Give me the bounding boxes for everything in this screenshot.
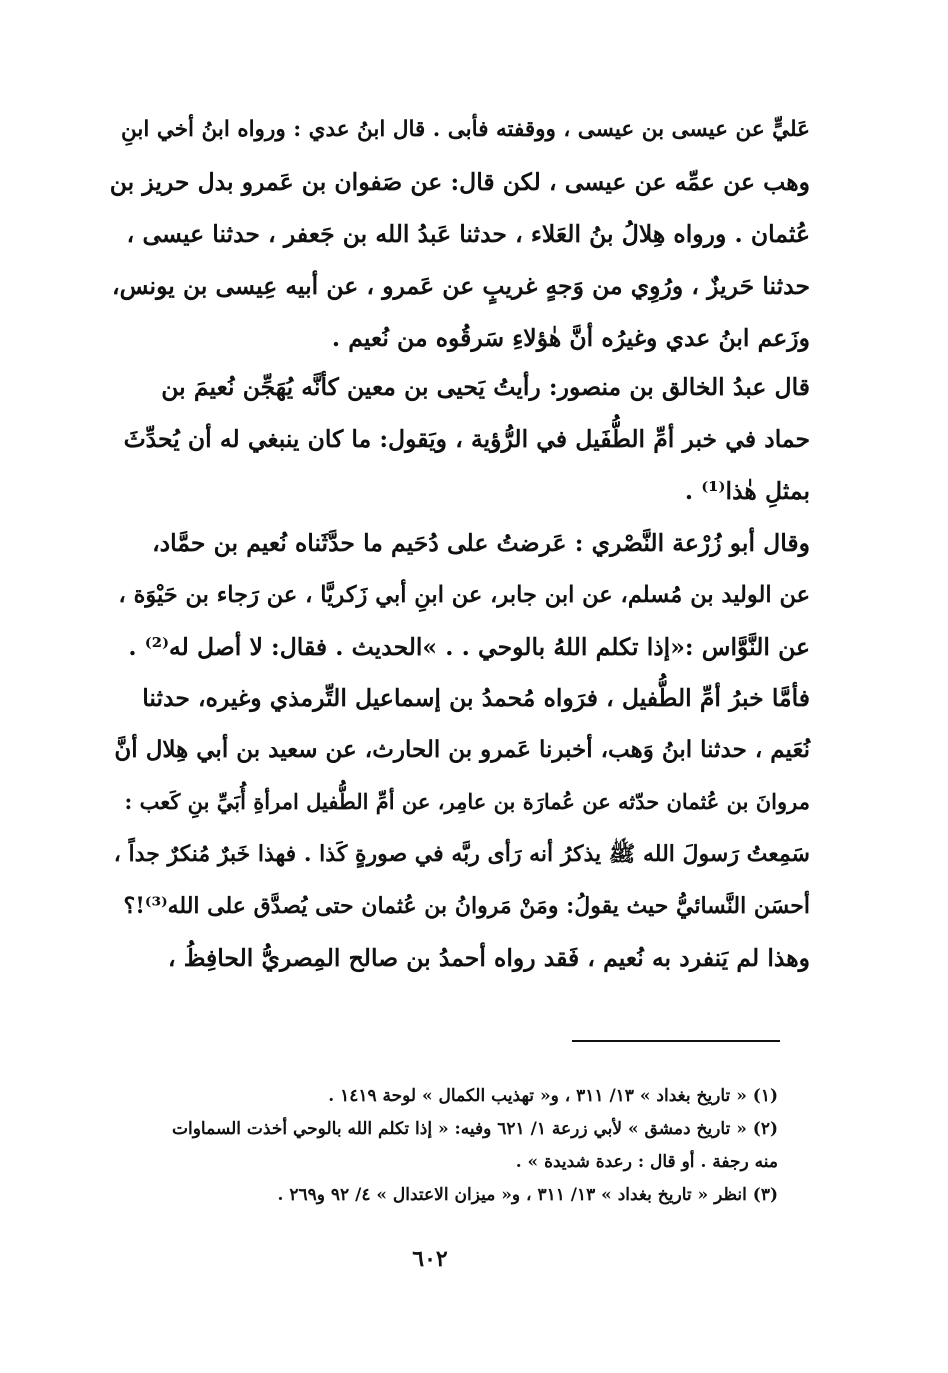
text-line: نُعَيم ، حدثنا ابنُ وَهب، أخبرنا عَمرو بن الحارث، عن سعيد بن أبي هِلال أنَّ: [114, 736, 810, 763]
text-line: حماد في خبر أمِّ الطُّفَيل في الرُّؤية ، ويَقول: ما كان ينبغي له أن يُحدِّثَ: [123, 425, 810, 453]
text-line: وزَعم ابنُ عدي وغيرُه أنَّ هٰؤلاءِ سَرقُوه من نُعيم .: [331, 324, 810, 352]
page-number: ٦٠٢: [412, 1246, 448, 1272]
footnote-1: (١) « تاريخ بغداد » ١٣/ ٣١١ ، و« تهذيب الكمال » لوحة ١٤١٩ .: [328, 1086, 778, 1106]
text-line: فأمَّا خبرُ أمِّ الطُّفيل ، فرَواه مُحمدُ بن إسماعيل التِّرمذي وغيره، حدثنا: [142, 684, 810, 712]
text-line: عن الوليد بن مُسلم، عن ابن جابر، عن ابنِ أبي زَكريَّا ، عن رَجاء بن حَيْوَة ،: [118, 582, 810, 608]
footnote-divider: [572, 1040, 780, 1042]
footnote-3: (٣) انظر « تاريخ بغداد » ١٣/ ٣١١ ، و« ميزان الاعتدال » ٤/ ٩٢ و٢٦٩ .: [277, 1185, 778, 1205]
text-line: أحسَن النَّسائيُّ حيث يقولُ: ومَنْ مَروانُ بن عُثمان حتى يُصدَّق على الله⁽³⁾!؟: [123, 893, 810, 919]
footnotes: [118, 1080, 778, 1212]
text-line: وقال أبو زُرْعة النَّصْري : عَرضتُ على دُحَيم ما حدَّثَناه نُعيم بن حمَّاد،: [152, 529, 810, 557]
text-line: عن النَّوَّاس :«إذا تكلم اللهُ بالوحي . . »الحديث . فقال: لا أصل له⁽²⁾ .: [128, 633, 810, 661]
footnote-2-continued: منه رجفة . أو قال : رعدة شديدة » .: [515, 1152, 778, 1172]
paragraph-1: [110, 104, 810, 364]
text-line: وهب عن عمِّه عن عيسى ، لكن قال: عن صَفوان بن عَمرو بدل حريز بن: [109, 168, 810, 196]
text-line: حدثنا حَريزٌ ، ورُوِي من وَجهٍ غريبٍ عن عَمرو ، عن أبيه عِيسى بن يونس،: [112, 272, 810, 300]
text-line: مروانَ بن عُثمان حدّثه عن عُمارَة بن عامِر، عن أمِّ الطُّفيل امرأةِ أُبَيِّ بنِ كَعب :: [124, 789, 810, 814]
paragraph-2: [110, 361, 810, 517]
text-line: سَمِعتُ رَسولَ الله ﷺ يذكرُ أنه رَأى ربَّه في صورةٍ كَذا . فهذا خَبرٌ مُنكرٌ جداً ،: [113, 841, 810, 867]
paragraph-3: [110, 517, 810, 673]
text-line: عَليٍّ عن عيسى بن عيسى ، ووقفته فأبى . قال ابنُ عدي : ورواه ابنُ أخي ابنِ: [121, 117, 810, 142]
footnote-2: (٢) « تاريخ دمشق » لأبي زرعة ١/ ٦٢١ وفيه: « إذا تكلم الله بالوحي أخذت السماوات: [172, 1119, 778, 1139]
text-line: بمثلِ هٰذا⁽¹⁾ .: [684, 477, 810, 505]
paragraph-5: [110, 932, 810, 984]
text-line: وهذا لم يَنفرد به نُعيم ، فَقد رواه أحمدُ بن صالح المِصريُّ الحافِظُ ،: [167, 944, 810, 972]
paragraph-4: [110, 672, 810, 932]
text-line: قال عبدُ الخالق بن منصور: رأيتُ يَحيى بن معين كأنَّه يُهَجِّن نُعيمَ بن: [161, 373, 810, 401]
text-line: عُثمان . ورواه هِلالُ بنُ العَلاء ، حدثنا عَبدُ الله بن جَعفر ، حدثنا عيسى ،: [126, 220, 810, 248]
